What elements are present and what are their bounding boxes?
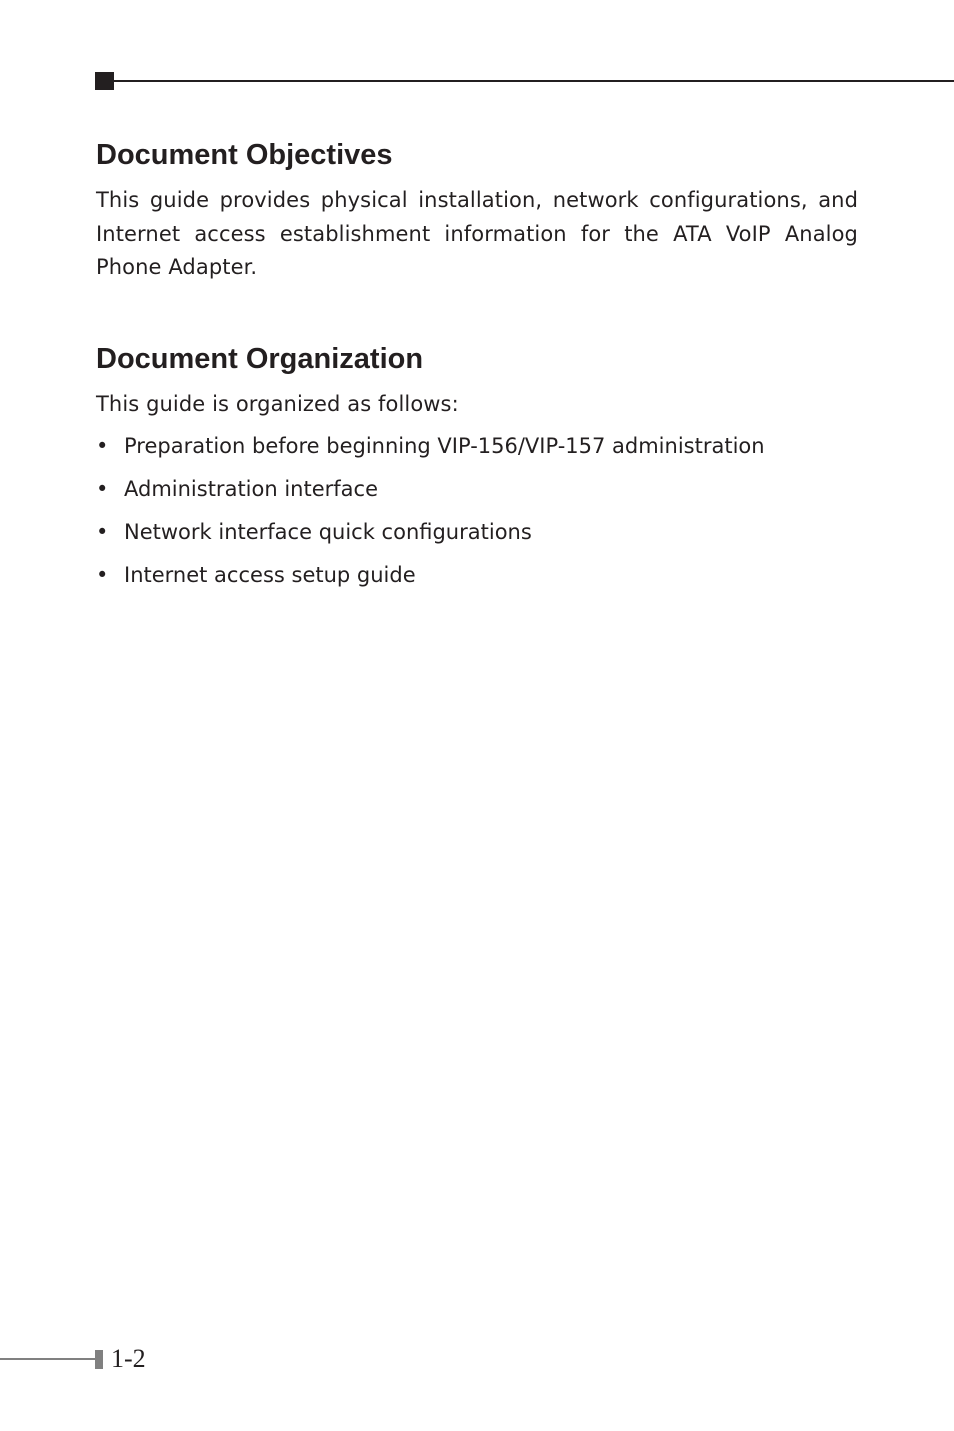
section-heading: Document Organization <box>96 342 424 375</box>
footer-tab-marker <box>95 1350 103 1369</box>
list-item <box>96 430 858 464</box>
header-square-marker <box>95 72 114 90</box>
list-item-text: Preparation before beginning VIP-156/VIP-157 administration <box>124 434 765 458</box>
list-item <box>96 516 858 550</box>
section-heading: Document Objectives <box>96 139 393 171</box>
page-number: 1-2 <box>111 1344 146 1373</box>
list-item-text: Internet access setup guide <box>124 563 416 587</box>
bullet-icon: • <box>96 520 109 544</box>
bullet-icon: • <box>96 563 109 587</box>
bullet-icon: • <box>96 477 109 501</box>
section-intro: This guide is organized as follows: <box>96 391 459 416</box>
section-document-organization <box>96 340 858 593</box>
section-document-objectives <box>96 136 858 285</box>
organization-list <box>96 430 858 593</box>
list-item <box>96 559 858 593</box>
section-body: This guide provides physical installation, network configurations, and Internet access establishment information for the ATA VoIP Analog Phone Adapter. <box>96 188 858 279</box>
list-item-text: Administration interface <box>124 477 378 501</box>
footer-rule <box>0 1358 95 1360</box>
bullet-icon: • <box>96 434 109 458</box>
list-item <box>96 473 858 507</box>
page-content <box>96 136 858 602</box>
header-rule <box>95 80 954 82</box>
list-item-text: Network interface quick configurations <box>124 520 532 544</box>
